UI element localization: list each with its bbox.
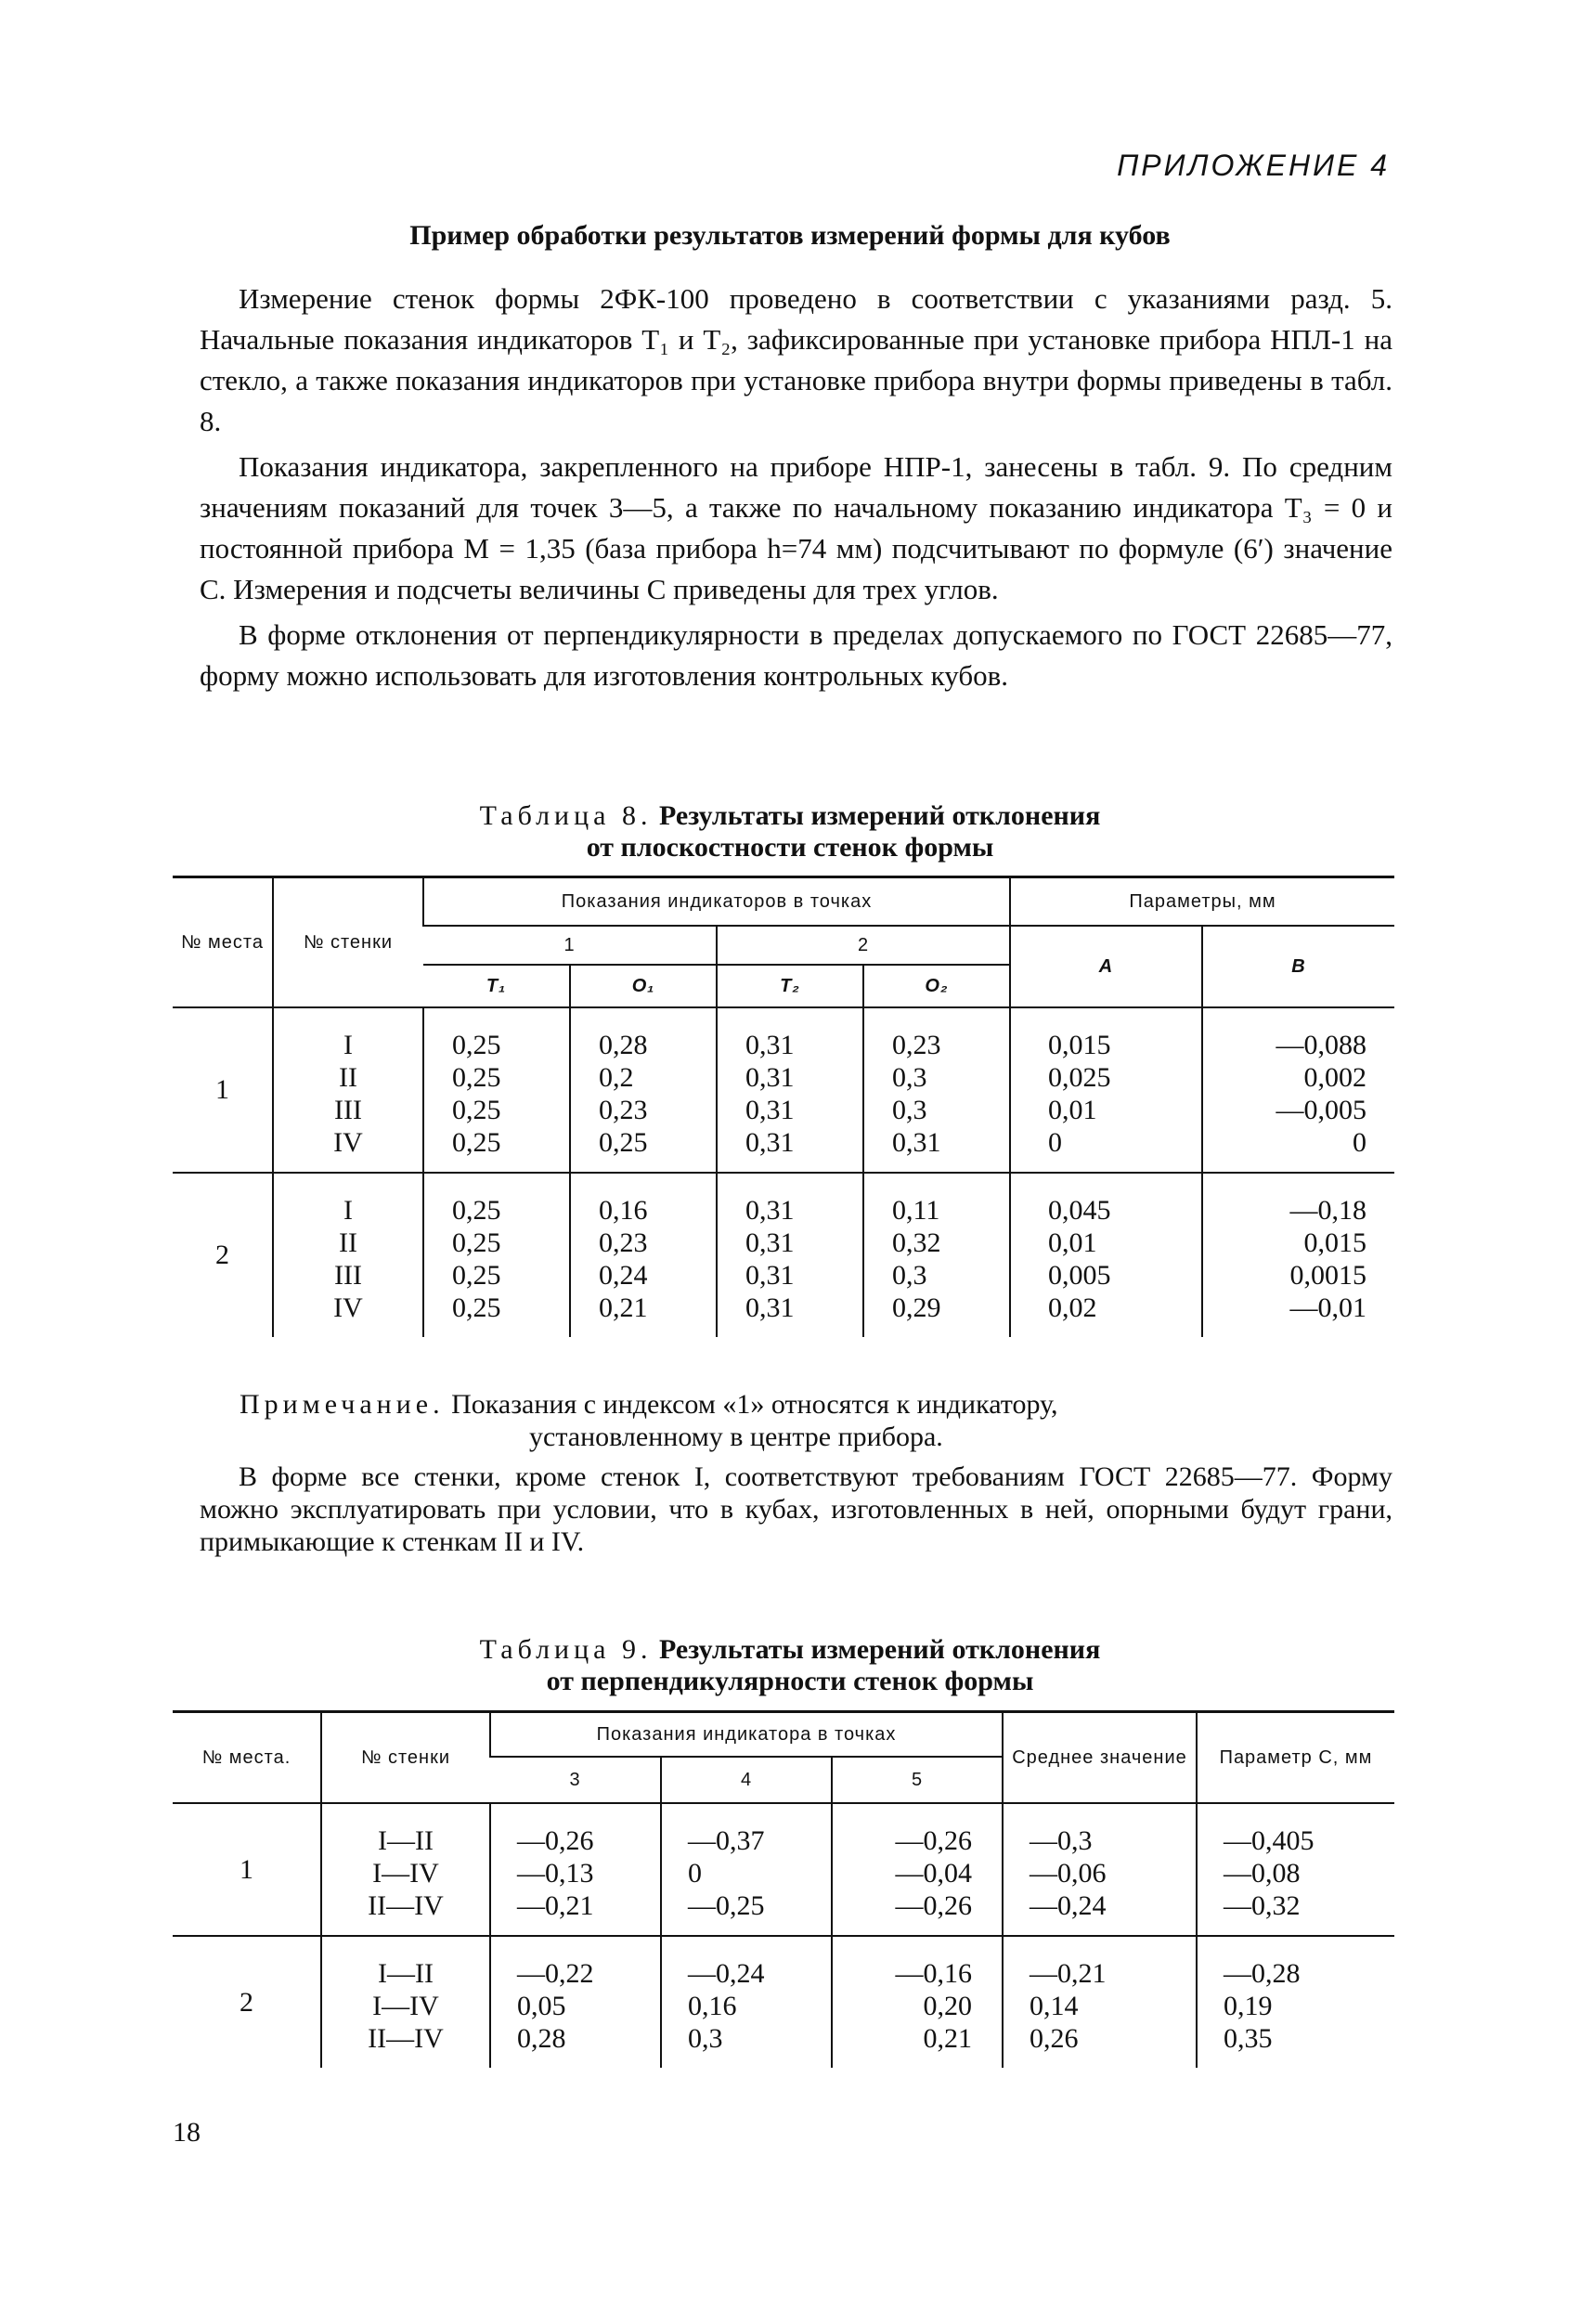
table8-t2-cell-value: 0,31 bbox=[745, 1094, 795, 1125]
table8-o2-cell-value: 0,3 bbox=[892, 1094, 927, 1125]
table8-t1-cell-value: 0,25 bbox=[452, 1227, 501, 1258]
table9-p3-cell-value: —0,26 bbox=[517, 1824, 594, 1856]
table9-avg-cell-value: 0,14 bbox=[1030, 1990, 1079, 2021]
table9-header-readings: Показания индикатора в точках bbox=[490, 1712, 1003, 1757]
table8-place-cell: 1 bbox=[215, 1074, 229, 1105]
table8-b-cell bbox=[1202, 1007, 1394, 1173]
paragraph-4: В форме все стенки, кроме стенок I, соответствуют требованиям ГОСТ 22685—77. Форму можно эксплуатировать при условии, что в кубах, изготовленных в ней, опорными будут грани, примыкающие к стенкам II и IV. bbox=[200, 1461, 1392, 1557]
table9-param-cell-value: 0,19 bbox=[1224, 1990, 1273, 2021]
intro-text bbox=[200, 279, 1392, 701]
table8-a-cell-value: 0,045 bbox=[1048, 1194, 1111, 1226]
conclusion-text bbox=[200, 1461, 1392, 1558]
table9-wall-cell-value: I—II bbox=[378, 1824, 434, 1856]
table8-t1-cell-value: 0,25 bbox=[452, 1292, 501, 1323]
table8-t1-cell-value: 0,25 bbox=[452, 1061, 501, 1093]
table8-o1-cell-value: 0,25 bbox=[599, 1126, 648, 1158]
table9-header-place: № места. bbox=[173, 1712, 321, 1803]
table9-wall-cell bbox=[321, 1936, 490, 2068]
table8-a-cell bbox=[1010, 1173, 1202, 1337]
table9-header-param: Параметр C, мм bbox=[1197, 1712, 1394, 1803]
table9-param-cell bbox=[1197, 1936, 1394, 2068]
table8-header-params: Параметры, мм bbox=[1010, 877, 1394, 926]
table8-header-place: № места bbox=[173, 877, 273, 1007]
table8-t1-cell-value: 0,25 bbox=[452, 1126, 501, 1158]
table9-param-cell bbox=[1197, 1803, 1394, 1936]
table8-o2-cell bbox=[863, 1007, 1010, 1173]
table9-p4-cell-value: —0,24 bbox=[688, 1957, 765, 1989]
table9 bbox=[173, 1710, 1394, 2068]
table8-o2-cell bbox=[863, 1173, 1010, 1337]
table8-wall-cell-value: IV bbox=[333, 1126, 363, 1158]
table8-a-cell-value: 0,01 bbox=[1048, 1094, 1097, 1125]
table8-o2-cell-value: 0,11 bbox=[892, 1194, 940, 1226]
table8-o1-cell bbox=[570, 1007, 717, 1173]
table9-body bbox=[173, 1803, 1394, 2068]
table9-p3-cell-value: —0,13 bbox=[517, 1857, 594, 1889]
table8-t2-cell-value: 0,31 bbox=[745, 1194, 795, 1226]
table8-title-line2: от плоскостности стенок формы bbox=[586, 832, 994, 863]
table8-wall-cell bbox=[273, 1007, 423, 1173]
paragraph-3: В форме отклонения от перпендикулярности в пределах допускаемого по ГОСТ 22685—77, форму можно использовать для изготовления контрольных кубов. bbox=[200, 618, 1392, 692]
table9-row-group bbox=[173, 1936, 1394, 2068]
table8-b-cell-value: 0,015 bbox=[1303, 1227, 1367, 1258]
table9-wall-cell-value: I—IV bbox=[372, 1857, 439, 1889]
table9-header-p5: 5 bbox=[832, 1757, 1003, 1803]
table9-avg-cell-value: 0,26 bbox=[1030, 2022, 1079, 2054]
table8-wall-cell-value: III bbox=[334, 1259, 362, 1291]
table8-a-cell bbox=[1010, 1007, 1202, 1173]
table8-wall-cell bbox=[273, 1173, 423, 1337]
table8-caption bbox=[0, 800, 1580, 863]
table9-param-cell-value: —0,405 bbox=[1224, 1824, 1315, 1856]
table8-o2-cell-value: 0,29 bbox=[892, 1292, 941, 1323]
table8-t2-cell-value: 0,31 bbox=[745, 1227, 795, 1258]
table9-header-avg: Среднее значение bbox=[1003, 1712, 1197, 1803]
table8-b-cell-value: 0 bbox=[1353, 1126, 1367, 1158]
table9-p5-cell-value: —0,04 bbox=[895, 1857, 972, 1889]
table9-wall-cell bbox=[321, 1803, 490, 1936]
table9-row-group bbox=[173, 1803, 1394, 1936]
table8-b-cell-value: 0,002 bbox=[1303, 1061, 1367, 1093]
table9-p3-cell bbox=[490, 1936, 661, 2068]
table9-p5-cell-value: —0,26 bbox=[895, 1889, 972, 1921]
table8-t1-cell-value: 0,25 bbox=[452, 1194, 501, 1226]
table9-wall-cell-value: I—II bbox=[378, 1957, 434, 1989]
table8-header-b: B bbox=[1202, 926, 1394, 1007]
table8-header-t1: T₁ bbox=[423, 965, 570, 1007]
table8-a-cell-value: 0,005 bbox=[1048, 1259, 1111, 1291]
table9-title-line2: от перпендикулярности стенок формы bbox=[546, 1666, 1034, 1696]
table9-header-wall: № стенки bbox=[321, 1712, 490, 1803]
table8-a-cell-value: 0,02 bbox=[1048, 1292, 1097, 1323]
note-label: Примечание. bbox=[240, 1389, 445, 1420]
table9-p3-cell-value: 0,28 bbox=[517, 2022, 566, 2054]
table8-o1-cell-value: 0,24 bbox=[599, 1259, 648, 1291]
table8-title-line1: Результаты измерений отклонения bbox=[658, 800, 1101, 831]
table9-header-p3: 3 bbox=[490, 1757, 661, 1803]
table8-b-cell-value: 0,0015 bbox=[1289, 1259, 1367, 1291]
table8-t2-cell-value: 0,31 bbox=[745, 1061, 795, 1093]
paragraph-1: Измерение стенок формы 2ФК-100 проведено в соответствии с указаниями разд. 5. Начальные показания индикаторов T₁ и T₂, зафиксированные при установке прибора НПЛ-1 на стекло, а также показания индикаторов при установке прибора внутри формы приведены в табл. 8. bbox=[200, 282, 1392, 437]
table9-caption bbox=[0, 1634, 1580, 1697]
table8-header-a: A bbox=[1010, 926, 1202, 1007]
table8-t2-cell bbox=[717, 1007, 863, 1173]
table8-o1-cell-value: 0,21 bbox=[599, 1292, 648, 1323]
table9-avg-cell-value: —0,06 bbox=[1030, 1857, 1107, 1889]
note-text-2: установленному в центре прибора. bbox=[529, 1422, 943, 1452]
table8-t1-cell-value: 0,25 bbox=[452, 1094, 501, 1125]
table9-p3-cell-value: 0,05 bbox=[517, 1990, 566, 2021]
table9-header-p4: 4 bbox=[661, 1757, 832, 1803]
table8-o2-cell-value: 0,3 bbox=[892, 1061, 927, 1093]
table8-header-readings: Показания индикаторов в точках bbox=[423, 877, 1010, 926]
table8-header-wall: № стенки bbox=[273, 877, 423, 1007]
table8-t2-cell-value: 0,31 bbox=[745, 1029, 795, 1060]
table9-p4-cell-value: 0,3 bbox=[688, 2022, 723, 2054]
note-text-1: Показания с индексом «1» относятся к индикатору, bbox=[451, 1389, 1058, 1420]
table8 bbox=[173, 876, 1394, 1337]
table8-o2-cell-value: 0,32 bbox=[892, 1227, 941, 1258]
table9-wall-cell-value: I—IV bbox=[372, 1990, 439, 2021]
table8-header-t2: T₂ bbox=[717, 965, 863, 1007]
table8-o1-cell-value: 0,16 bbox=[599, 1194, 648, 1226]
table9-p4-cell bbox=[661, 1936, 832, 2068]
table8-a-cell-value: 0,025 bbox=[1048, 1061, 1111, 1093]
table8-t1-cell bbox=[423, 1173, 570, 1337]
table8-t2-cell-value: 0,31 bbox=[745, 1126, 795, 1158]
table8-t2-cell-value: 0,31 bbox=[745, 1259, 795, 1291]
table9-avg-cell-value: —0,3 bbox=[1030, 1824, 1093, 1856]
table9-avg-cell-value: —0,21 bbox=[1030, 1957, 1107, 1989]
table8-wall-cell-value: I bbox=[343, 1029, 353, 1060]
table8-header-o2: O₂ bbox=[863, 965, 1010, 1007]
document-title: Пример обработки результатов измерений формы для кубов bbox=[409, 220, 1171, 251]
table8-o2-cell-value: 0,23 bbox=[892, 1029, 941, 1060]
table9-p4-cell-value: 0 bbox=[688, 1857, 702, 1889]
table9-label: Таблица 9. bbox=[479, 1634, 653, 1665]
table9-p4-cell-value: 0,16 bbox=[688, 1990, 737, 2021]
table8-b-cell-value: —0,18 bbox=[1289, 1194, 1367, 1226]
table8-t1-cell bbox=[423, 1007, 570, 1173]
table8-b-cell bbox=[1202, 1173, 1394, 1337]
table9-p3-cell bbox=[490, 1803, 661, 1936]
table9-avg-cell-value: —0,24 bbox=[1030, 1889, 1107, 1921]
table8-t1-cell-value: 0,25 bbox=[452, 1029, 501, 1060]
table9-p3-cell-value: —0,21 bbox=[517, 1889, 594, 1921]
table8-header-point1: 1 bbox=[423, 926, 717, 965]
table9-p4-cell bbox=[661, 1803, 832, 1936]
table9-title-line1: Результаты измерений отклонения bbox=[658, 1634, 1101, 1665]
table9-p5-cell-value: 0,21 bbox=[923, 2022, 972, 2054]
table8-wall-cell-value: IV bbox=[333, 1292, 363, 1323]
table8-wall-cell-value: II bbox=[339, 1061, 357, 1093]
table8-o1-cell bbox=[570, 1173, 717, 1337]
table8-b-cell-value: —0,088 bbox=[1276, 1029, 1367, 1060]
table9-p3-cell-value: —0,22 bbox=[517, 1957, 594, 1989]
table8-header-point2: 2 bbox=[717, 926, 1010, 965]
paragraph-2: Показания индикатора, закрепленного на приборе НПР-1, занесены в табл. 9. По средним значениям показаний для точек 3—5, а также по начальному показанию индикатора T₃ = 0 и постоянной прибора M = 1,35 (база прибора h=74 мм) подсчитывают по формуле (6′) значение C. Измерения и подсчеты величины C приведены для трех углов. bbox=[200, 450, 1392, 605]
table8-a-cell-value: 0,01 bbox=[1048, 1227, 1097, 1258]
table8-o1-cell-value: 0,28 bbox=[599, 1029, 648, 1060]
table8-place-cell: 2 bbox=[173, 1173, 273, 1337]
table8-wall-cell-value: I bbox=[343, 1194, 353, 1226]
table9-place-cell: 1 bbox=[240, 1853, 253, 1885]
table8-wall-cell-value: III bbox=[334, 1094, 362, 1125]
table8-o1-cell-value: 0,23 bbox=[599, 1094, 648, 1125]
table8-a-cell-value: 0 bbox=[1048, 1126, 1062, 1158]
table8-o1-cell-value: 0,2 bbox=[599, 1061, 634, 1093]
table9-p5-cell-value: —0,16 bbox=[895, 1957, 972, 1989]
table9-p5-cell bbox=[832, 1936, 1003, 2068]
table8-note bbox=[240, 1388, 1400, 1453]
table9-place-cell: 2 bbox=[173, 1936, 321, 2068]
table9-p4-cell-value: —0,25 bbox=[688, 1889, 765, 1921]
table8-b-cell-value: —0,01 bbox=[1289, 1292, 1367, 1323]
table8-b-cell-value: —0,005 bbox=[1276, 1094, 1367, 1125]
table9-p5-cell-value: —0,26 bbox=[895, 1824, 972, 1856]
table8-t2-cell bbox=[717, 1173, 863, 1337]
table9-p4-cell-value: —0,37 bbox=[688, 1824, 765, 1856]
table9-p5-cell-value: 0,20 bbox=[923, 1990, 972, 2021]
table9-avg-cell bbox=[1003, 1936, 1197, 2068]
table8-header-o1: O₁ bbox=[570, 965, 717, 1007]
table8-row-group bbox=[173, 1007, 1394, 1173]
table8-t2-cell-value: 0,31 bbox=[745, 1292, 795, 1323]
table9-p5-cell bbox=[832, 1803, 1003, 1936]
table8-a-cell-value: 0,015 bbox=[1048, 1029, 1111, 1060]
table9-param-cell-value: —0,28 bbox=[1224, 1957, 1301, 1989]
table8-o2-cell-value: 0,3 bbox=[892, 1259, 927, 1291]
table8-wall-cell-value: II bbox=[339, 1227, 357, 1258]
table9-avg-cell bbox=[1003, 1803, 1197, 1936]
table9-param-cell-value: —0,32 bbox=[1224, 1889, 1301, 1921]
table9-wall-cell-value: II—IV bbox=[368, 2022, 444, 2054]
table8-t1-cell-value: 0,25 bbox=[452, 1259, 501, 1291]
table8-o1-cell-value: 0,23 bbox=[599, 1227, 648, 1258]
table9-wall-cell-value: II—IV bbox=[368, 1889, 444, 1921]
page-number: 18 bbox=[173, 2117, 201, 2148]
table8-label: Таблица 8. bbox=[479, 800, 653, 831]
table8-row-group bbox=[173, 1173, 1394, 1337]
appendix-label: ПРИЛОЖЕНИЕ 4 bbox=[1117, 149, 1390, 182]
table9-param-cell-value: —0,08 bbox=[1224, 1857, 1301, 1889]
table8-body bbox=[173, 1007, 1394, 1337]
table9-param-cell-value: 0,35 bbox=[1224, 2022, 1273, 2054]
table8-o2-cell-value: 0,31 bbox=[892, 1126, 941, 1158]
